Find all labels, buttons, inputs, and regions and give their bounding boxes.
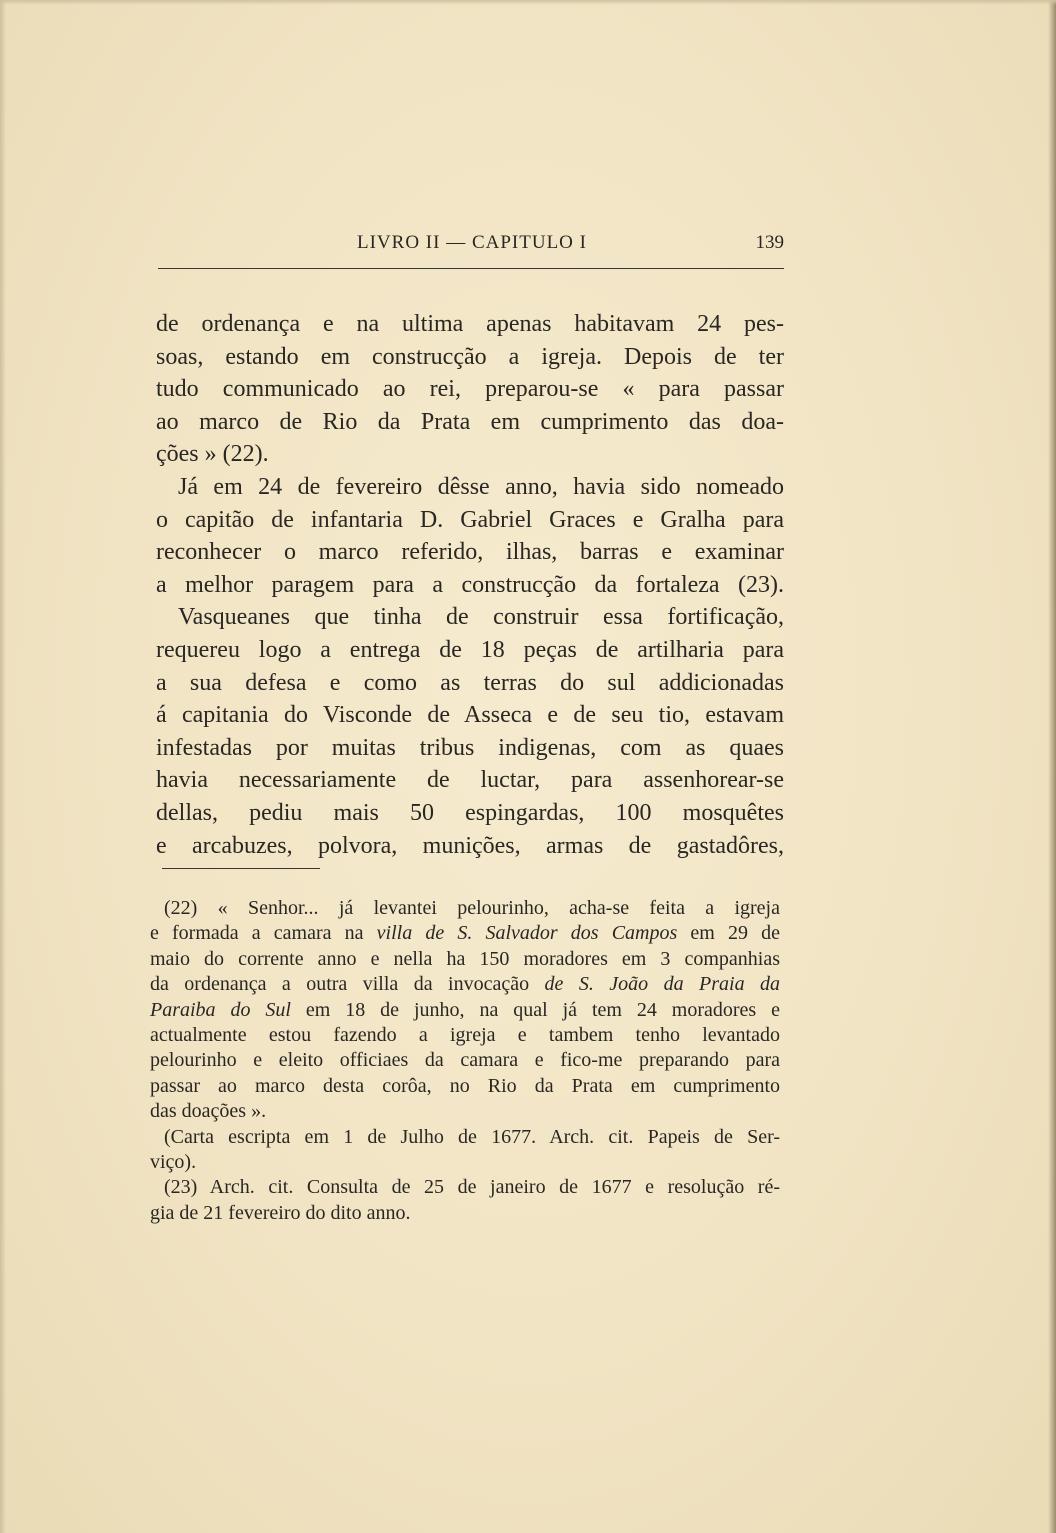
footnote-line: viço). (150, 1151, 197, 1174)
text-line: ao marco de Rio da Prata em cumprimento das doa- (156, 408, 784, 435)
footnotes (150, 896, 780, 1226)
page-header (160, 230, 784, 260)
text-line: soas, estando em construcção a igreja. Depois de ter (156, 343, 784, 370)
footnote-italic: villa de S. Salvador dos Campos (376, 922, 678, 945)
footnote-22 (150, 896, 780, 1125)
text-line: tudo communicado ao rei, preparou-se « para passar (156, 376, 784, 403)
text-line: a melhor paragem para a construcção da fortaleza (23). (156, 571, 784, 598)
text-line: Já em 24 de fevereiro dêsse anno, havia sido nomeado (178, 473, 784, 500)
footnote-text: em 18 de junho, na qual já tem 24 moradores e (290, 998, 780, 1021)
page-edge-right (1048, 0, 1056, 1533)
footnote-line: gia de 21 fevereiro do dito anno. (150, 1201, 411, 1224)
footnote-italic: de S. João da Praia da (544, 973, 780, 996)
text-line: a sua defesa e como as terras do sul addicionadas (156, 669, 784, 696)
footnote-line (150, 972, 780, 997)
text-line: e arcabuzes, polvora, munições, armas de gastadôres, (156, 832, 784, 859)
page-number: 139 (755, 232, 784, 253)
page-edge-left (0, 0, 6, 1533)
text-line: havia necessariamente de luctar, para assenhorear-se (156, 767, 784, 794)
footnote-line: (23) Arch. cit. Consulta de 25 de janeiro de 1677 e resolução ré- (164, 1176, 780, 1199)
text-line: Vasqueanes que tinha de construir essa fortificação, (178, 604, 784, 631)
footnote-line: pelourinho e eleito officiaes da camara e fico-me preparando para (150, 1049, 780, 1072)
text-line: á capitania do Visconde de Asseca e de seu tio, estavam (156, 702, 784, 729)
header-rule (158, 268, 784, 269)
footnote-carta (150, 1125, 780, 1176)
running-head: LIVRO II — CAPITULO I (357, 232, 587, 253)
footnote-line (150, 921, 780, 946)
paragraph-2 (156, 471, 784, 601)
text-line: o capitão de infantaria D. Gabriel Graces e Gralha para (156, 506, 784, 533)
footnote-text: da ordenança a outra villa da invocação (150, 973, 545, 996)
footnote-line (150, 998, 780, 1023)
footnote-italic: Paraiba do Sul (150, 998, 291, 1021)
body-text (156, 308, 784, 862)
text-line: de ordenança e na ultima apenas habitavam 24 pes- (156, 311, 784, 337)
text-line: dellas, pediu mais 50 espingardas, 100 mosquêtes (156, 799, 784, 826)
footnote-text: e formada a camara na (150, 922, 377, 945)
footnote-line: actualmente estou fazendo a igreja e tambem tenho levantado (150, 1024, 780, 1047)
footnote-line: (22) « Senhor... já levantei pelourinho, acha-se feita a igreja (164, 897, 780, 919)
footnote-line: das doações ». (150, 1100, 267, 1123)
text-line: ções » (22). (156, 441, 269, 468)
footnote-line: passar ao marco desta corôa, no Rio da Prata em cumprimento (150, 1074, 780, 1097)
footnote-23 (150, 1175, 780, 1226)
text-line: requereu logo a entrega de 18 peças de artilharia para (156, 636, 784, 663)
paragraph-3 (156, 601, 784, 862)
footnote-line: (Carta escripta em 1 de Julho de 1677. Arch. cit. Papeis de Ser- (164, 1125, 780, 1148)
text-line: reconhecer o marco referido, ilhas, barras e examinar (156, 539, 784, 566)
paragraph-1 (156, 308, 784, 471)
footnote-rule (162, 868, 320, 869)
footnote-line: maio do corrente anno e nella ha 150 moradores em 3 companhias (150, 947, 780, 970)
text-line: infestadas por muitas tribus indigenas, com as quaes (156, 734, 784, 761)
page-edge-top (0, 0, 1056, 5)
footnote-text: em 29 de (677, 922, 780, 945)
